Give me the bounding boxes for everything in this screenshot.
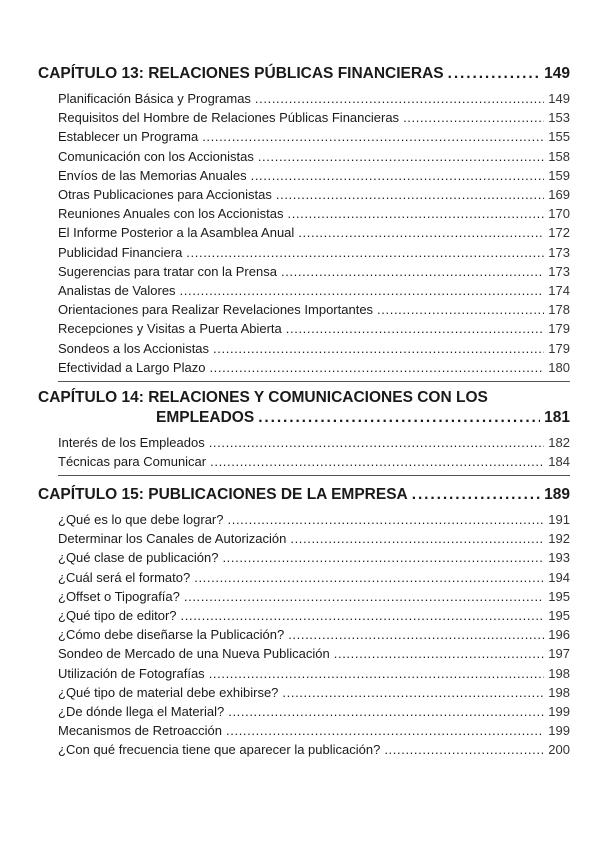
entry-page-number: 169 <box>548 187 570 203</box>
dot-leader <box>209 433 545 452</box>
toc-entry <box>58 683 570 702</box>
entry-page-number: 159 <box>548 167 570 183</box>
toc-entry <box>58 147 570 166</box>
toc-entry <box>58 548 570 567</box>
dot-leader <box>276 185 544 204</box>
entry-page-number: 195 <box>548 608 570 624</box>
chapter-heading <box>38 388 570 428</box>
toc-entry <box>58 452 570 471</box>
toc-entry <box>58 281 570 300</box>
dot-leader <box>251 166 545 185</box>
entry-page-number: 149 <box>548 91 570 106</box>
entry-title: Recepciones y Visitas a Puerta Abierta <box>58 321 282 337</box>
entry-title: ¿Qué clase de publicación? <box>58 550 219 566</box>
entry-title: ¿De dónde llega el Material? <box>58 704 225 720</box>
toc-entry <box>58 740 570 759</box>
dot-leader <box>194 568 544 587</box>
dot-leader <box>377 300 544 319</box>
dot-leader <box>286 319 545 338</box>
entry-title: Interés de los Empleados <box>58 435 205 450</box>
entry-page-number: 179 <box>548 321 570 337</box>
chapter-14 <box>38 388 570 476</box>
dot-leader <box>282 683 544 702</box>
entry-list <box>38 510 570 760</box>
toc-entry <box>58 243 570 262</box>
dot-leader <box>287 204 544 223</box>
entry-title: Planificación Básica y Programas <box>58 91 251 106</box>
dot-leader <box>258 408 540 428</box>
entry-title: Sondeo de Mercado de una Nueva Publicación <box>58 646 330 662</box>
entry-title: ¿Qué tipo de editor? <box>58 608 177 624</box>
entry-title: Publicidad Financiera <box>58 244 183 260</box>
chapter-page-number: 181 <box>544 409 570 426</box>
toc-entry <box>58 300 570 319</box>
entry-page-number: 172 <box>548 225 570 241</box>
dot-leader <box>226 721 544 740</box>
dot-leader <box>288 625 544 644</box>
dot-leader <box>222 548 544 567</box>
entry-title: ¿Cómo debe diseñarse la Publicación? <box>58 627 285 643</box>
dot-leader <box>384 740 544 759</box>
entry-title: Analistas de Valores <box>58 283 176 299</box>
toc-entry <box>58 702 570 721</box>
entry-title: Orientaciones para Realizar Revelaciones Importantes <box>58 302 374 318</box>
chapter-heading <box>38 64 570 84</box>
dot-leader <box>184 587 544 606</box>
entry-title: Comunicación con los Accionistas <box>58 148 254 164</box>
toc-entry <box>58 319 570 338</box>
entry-list <box>38 433 570 471</box>
dot-leader <box>403 108 544 127</box>
entry-page-number: 182 <box>548 435 570 450</box>
entry-title: Requisitos del Hombre de Relaciones Públicas Financieras <box>58 110 400 126</box>
toc-entry <box>58 625 570 644</box>
dot-leader <box>209 358 544 377</box>
entry-list <box>38 89 570 377</box>
entry-page-number: 155 <box>548 129 570 145</box>
chapter-title: CAPÍTULO 15: PUBLICACIONES DE LA EMPRESA <box>38 486 408 503</box>
toc-entry <box>58 108 570 127</box>
entry-page-number: 158 <box>548 148 570 164</box>
toc-entry <box>58 664 570 683</box>
chapter-page-number: 189 <box>544 486 570 503</box>
chapter-15 <box>38 485 570 760</box>
dot-leader <box>180 281 545 300</box>
toc-entry <box>58 204 570 223</box>
chapter-heading <box>38 485 570 505</box>
entry-page-number: 174 <box>548 283 570 299</box>
toc-entry <box>58 606 570 625</box>
entry-title: Efectividad a Largo Plazo <box>58 359 206 375</box>
entry-title: ¿Qué tipo de material debe exhibirse? <box>58 684 279 700</box>
toc-entry <box>58 644 570 663</box>
entry-title: El Informe Posterior a la Asamblea Anual <box>58 225 295 241</box>
dot-leader <box>202 127 544 146</box>
entry-title: ¿Offset o Tipografía? <box>58 588 180 604</box>
dot-leader <box>210 452 544 471</box>
entry-page-number: 173 <box>548 263 570 279</box>
chapter-13 <box>38 64 570 382</box>
entry-page-number: 170 <box>548 206 570 222</box>
entry-page-number: 191 <box>548 512 570 527</box>
entry-page-number: 195 <box>548 588 570 604</box>
entry-page-number: 196 <box>548 627 570 643</box>
entry-page-number: 198 <box>548 684 570 700</box>
entry-title: ¿Cuál será el formato? <box>58 569 191 585</box>
dot-leader <box>209 664 545 683</box>
entry-page-number: 198 <box>548 665 570 681</box>
entry-page-number: 194 <box>548 569 570 585</box>
dot-leader <box>228 702 544 721</box>
toc-entry <box>58 433 570 452</box>
entry-page-number: 180 <box>548 359 570 375</box>
entry-title: Reuniones Anuales con los Accionistas <box>58 206 284 222</box>
entry-title: Envíos de las Memorias Anuales <box>58 167 247 183</box>
dot-leader <box>213 339 544 358</box>
entry-title: Técnicas para Comunicar <box>58 454 207 470</box>
entry-page-number: 153 <box>548 110 570 126</box>
entry-page-number: 178 <box>548 302 570 318</box>
toc-entry <box>58 166 570 185</box>
entry-title: ¿Con qué frecuencia tiene que aparecer la publicación? <box>58 742 381 758</box>
dot-leader <box>298 223 544 242</box>
toc-entry <box>58 127 570 146</box>
entry-title: Sondeos a los Accionistas <box>58 340 210 356</box>
entry-title: ¿Qué es lo que debe lograr? <box>58 512 224 527</box>
entry-title: Establecer un Programa <box>58 129 199 145</box>
toc-entry <box>58 568 570 587</box>
chapter-title-line-1: CAPÍTULO 14: RELACIONES Y COMUNICACIONES CON LOS <box>38 389 488 406</box>
dot-leader <box>258 147 544 166</box>
dot-leader <box>334 644 545 663</box>
entry-page-number: 200 <box>548 742 570 758</box>
toc-entry <box>58 339 570 358</box>
toc-entry <box>58 89 570 108</box>
dot-leader <box>181 606 545 625</box>
entry-page-number: 199 <box>548 723 570 739</box>
entry-title: Determinar los Canales de Autorización <box>58 531 287 547</box>
toc-entry <box>58 358 570 377</box>
entry-title: Sugerencias para tratar con la Prensa <box>58 263 277 279</box>
dot-leader <box>228 510 545 529</box>
toc-entry <box>58 223 570 242</box>
divider-line <box>58 381 570 382</box>
chapter-title: CAPÍTULO 13: RELACIONES PÚBLICAS FINANCIERAS <box>38 65 444 82</box>
dot-leader <box>412 485 540 505</box>
toc-entry <box>58 262 570 281</box>
entry-page-number: 199 <box>548 704 570 720</box>
toc-entry <box>58 529 570 548</box>
dot-leader <box>448 64 541 84</box>
entry-title: Mecanismos de Retroacción <box>58 723 223 739</box>
entry-title: Otras Publicaciones para Accionistas <box>58 187 272 203</box>
dot-leader <box>281 262 544 281</box>
entry-page-number: 193 <box>548 550 570 566</box>
toc-entry <box>58 587 570 606</box>
chapter-page-number: 149 <box>544 65 570 82</box>
entry-page-number: 197 <box>548 646 570 662</box>
toc-entry <box>58 721 570 740</box>
chapter-title-line-2: EMPLEADOS <box>156 409 255 426</box>
dot-leader <box>255 89 544 108</box>
entry-page-number: 179 <box>548 340 570 356</box>
entry-page-number: 192 <box>548 531 570 547</box>
toc-entry <box>58 185 570 204</box>
entry-page-number: 184 <box>548 454 570 470</box>
dot-leader <box>186 243 544 262</box>
dot-leader <box>290 529 544 548</box>
toc-entry <box>58 510 570 529</box>
divider-line <box>58 475 570 476</box>
entry-page-number: 173 <box>548 244 570 260</box>
entry-title: Utilización de Fotografías <box>58 665 205 681</box>
